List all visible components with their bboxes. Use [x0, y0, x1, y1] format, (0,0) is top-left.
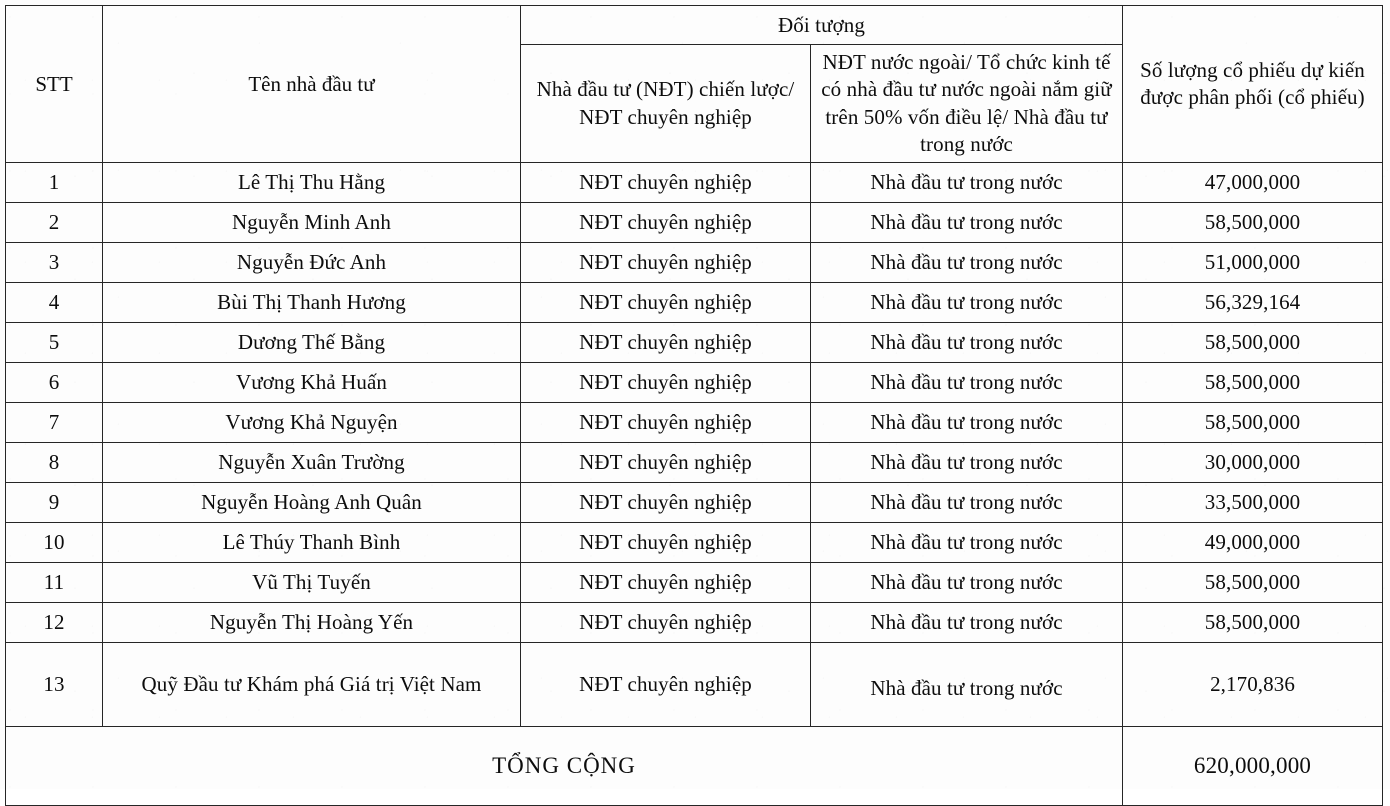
- cell-share-quantity: 58,500,000: [1123, 363, 1383, 403]
- table-row: [6, 483, 1383, 523]
- header-subject-group: Đối tượng: [521, 6, 1123, 45]
- cell-stt: 6: [6, 363, 103, 403]
- cell-professional-type: NĐT chuyên nghiệp: [521, 403, 811, 443]
- table-row: [6, 603, 1383, 643]
- cell-professional-type: NĐT chuyên nghiệp: [521, 363, 811, 403]
- table-row: [6, 243, 1383, 283]
- cell-investor-name: Nguyễn Hoàng Anh Quân: [103, 483, 521, 523]
- cell-investor-origin: Nhà đầu tư trong nước: [811, 643, 1123, 727]
- cell-investor-origin: Nhà đầu tư trong nước: [811, 243, 1123, 283]
- cell-investor-name: Lê Thúy Thanh Bình: [103, 523, 521, 563]
- cell-professional-type: NĐT chuyên nghiệp: [521, 283, 811, 323]
- cell-investor-name: Nguyễn Minh Anh: [103, 203, 521, 243]
- table-body: [6, 163, 1383, 727]
- table-row: [6, 283, 1383, 323]
- cell-investor-name: Bùi Thị Thanh Hương: [103, 283, 521, 323]
- cell-investor-origin: Nhà đầu tư trong nước: [811, 603, 1123, 643]
- cell-investor-name: Vương Khả Nguyện: [103, 403, 521, 443]
- cell-investor-name: Nguyễn Đức Anh: [103, 243, 521, 283]
- cell-stt: 10: [6, 523, 103, 563]
- cell-professional-type: NĐT chuyên nghiệp: [521, 483, 811, 523]
- cell-share-quantity: 30,000,000: [1123, 443, 1383, 483]
- cell-investor-name: Quỹ Đầu tư Khám phá Giá trị Việt Nam: [103, 643, 521, 727]
- header-stt: STT: [6, 6, 103, 163]
- cell-investor-name: Dương Thế Bằng: [103, 323, 521, 363]
- cell-investor-name: Vương Khả Huấn: [103, 363, 521, 403]
- table-header: [6, 6, 1383, 163]
- cell-stt: 2: [6, 203, 103, 243]
- table-row: [6, 203, 1383, 243]
- cell-stt: 3: [6, 243, 103, 283]
- cell-professional-type: NĐT chuyên nghiệp: [521, 563, 811, 603]
- table-row: [6, 163, 1383, 203]
- cell-investor-origin: Nhà đầu tư trong nước: [811, 483, 1123, 523]
- cell-investor-name: Nguyễn Thị Hoàng Yến: [103, 603, 521, 643]
- cell-investor-name: Vũ Thị Tuyến: [103, 563, 521, 603]
- cell-stt: 4: [6, 283, 103, 323]
- cell-professional-type: NĐT chuyên nghiệp: [521, 523, 811, 563]
- cell-stt: 1: [6, 163, 103, 203]
- cell-stt: 12: [6, 603, 103, 643]
- table-footer: [6, 727, 1383, 806]
- cell-professional-type: NĐT chuyên nghiệp: [521, 323, 811, 363]
- cell-stt: 5: [6, 323, 103, 363]
- cell-professional-type: NĐT chuyên nghiệp: [521, 203, 811, 243]
- cell-professional-type: NĐT chuyên nghiệp: [521, 443, 811, 483]
- cell-investor-origin: Nhà đầu tư trong nước: [811, 403, 1123, 443]
- cell-investor-origin: Nhà đầu tư trong nước: [811, 283, 1123, 323]
- cell-investor-name: Lê Thị Thu Hằng: [103, 163, 521, 203]
- table-row: [6, 443, 1383, 483]
- cell-share-quantity: 58,500,000: [1123, 403, 1383, 443]
- cell-stt: 7: [6, 403, 103, 443]
- header-quantity: Số lượng cổ phiếu dự kiến được phân phối (cổ phiếu): [1123, 6, 1383, 163]
- cell-investor-origin: Nhà đầu tư trong nước: [811, 323, 1123, 363]
- cell-professional-type: NĐT chuyên nghiệp: [521, 243, 811, 283]
- cell-share-quantity: 58,500,000: [1123, 603, 1383, 643]
- cell-stt: 8: [6, 443, 103, 483]
- cell-share-quantity: 47,000,000: [1123, 163, 1383, 203]
- cell-professional-type: NĐT chuyên nghiệp: [521, 163, 811, 203]
- cell-investor-origin: Nhà đầu tư trong nước: [811, 563, 1123, 603]
- cell-investor-origin: Nhà đầu tư trong nước: [811, 363, 1123, 403]
- cell-share-quantity: 2,170,836: [1123, 643, 1383, 727]
- table-row: [6, 403, 1383, 443]
- cell-share-quantity: 56,329,164: [1123, 283, 1383, 323]
- cell-share-quantity: 58,500,000: [1123, 563, 1383, 603]
- cell-stt: 13: [6, 643, 103, 727]
- cell-share-quantity: 58,500,000: [1123, 203, 1383, 243]
- table-row: [6, 563, 1383, 603]
- cell-stt: 9: [6, 483, 103, 523]
- table-row: [6, 363, 1383, 403]
- header-foreign-investor: NĐT nước ngoài/ Tổ chức kinh tế có nhà đầu tư nước ngoài nắm giữ trên 50% vốn điều lệ/ Nhà đầu tư trong nước: [811, 45, 1123, 163]
- total-row: [6, 727, 1383, 806]
- cell-share-quantity: 33,500,000: [1123, 483, 1383, 523]
- cell-investor-name: Nguyễn Xuân Trường: [103, 443, 521, 483]
- cell-share-quantity: 49,000,000: [1123, 523, 1383, 563]
- table-row: [6, 523, 1383, 563]
- table-row: [6, 643, 1383, 727]
- table-row: [6, 323, 1383, 363]
- cell-professional-type: NĐT chuyên nghiệp: [521, 603, 811, 643]
- header-investor-name: Tên nhà đầu tư: [103, 6, 521, 163]
- cell-investor-origin: Nhà đầu tư trong nước: [811, 163, 1123, 203]
- total-label: TỔNG CỘNG: [6, 727, 1123, 806]
- cell-share-quantity: 58,500,000: [1123, 323, 1383, 363]
- cell-share-quantity: 51,000,000: [1123, 243, 1383, 283]
- share-distribution-table: [5, 5, 1383, 806]
- cell-investor-origin: Nhà đầu tư trong nước: [811, 443, 1123, 483]
- cell-investor-origin: Nhà đầu tư trong nước: [811, 203, 1123, 243]
- cell-professional-type: NĐT chuyên nghiệp: [521, 643, 811, 727]
- header-row-group: [6, 6, 1383, 45]
- cell-stt: 11: [6, 563, 103, 603]
- total-value: 620,000,000: [1123, 727, 1383, 806]
- cell-investor-origin: Nhà đầu tư trong nước: [811, 523, 1123, 563]
- header-professional-investor: Nhà đầu tư (NĐT) chiến lược/ NĐT chuyên nghiệp: [521, 45, 811, 163]
